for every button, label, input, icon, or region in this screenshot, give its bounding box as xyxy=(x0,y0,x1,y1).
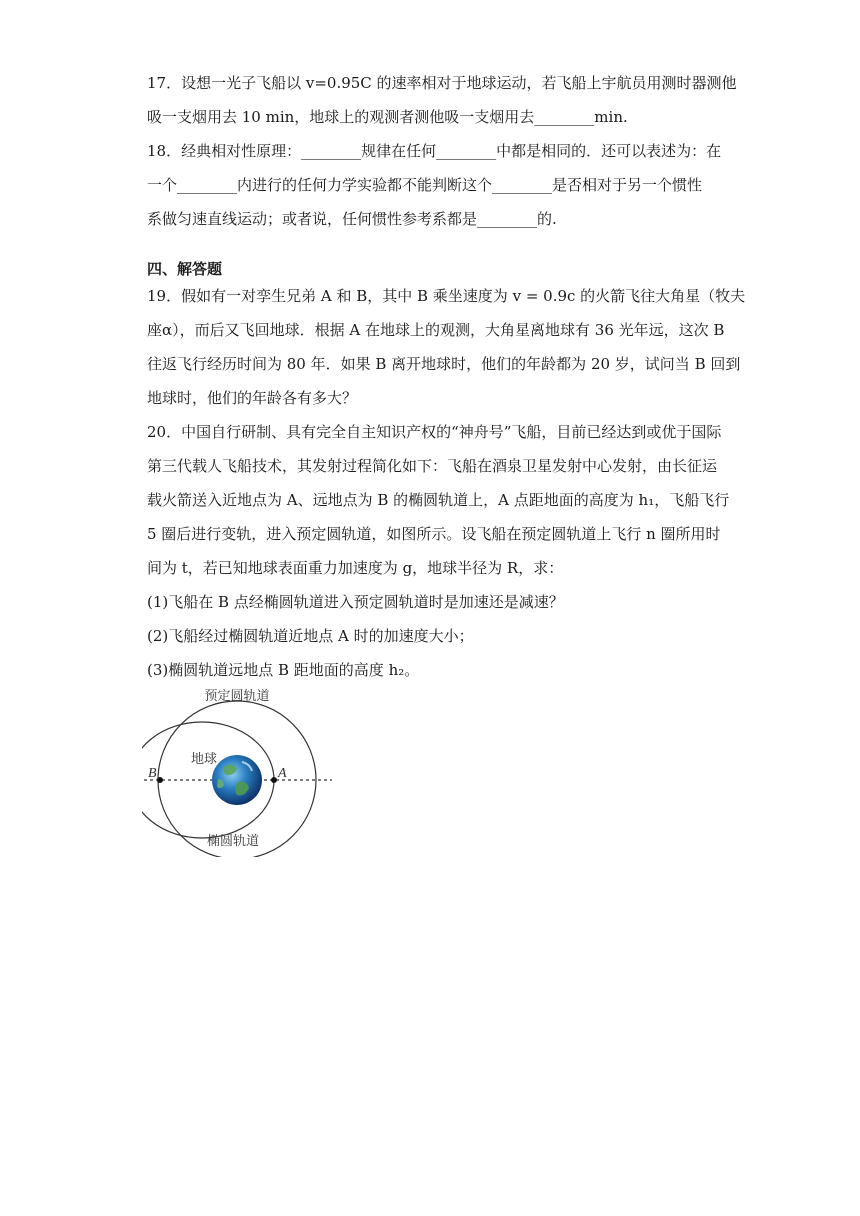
elliptical-orbit-label: 椭圆轨道 xyxy=(206,834,260,849)
q20-sub-question-3: (3)椭圆轨道远地点 B 距地面的高度 h₂。 xyxy=(147,661,420,679)
q18-line-2: 一个________内进行的任何力学实验都不能判断这个________是否相对于另一个惯性 xyxy=(147,176,703,194)
point-b-marker xyxy=(157,777,163,783)
point-a-label: A xyxy=(278,766,287,781)
q17-line-2: 吸一支烟用去 10 min，地球上的观测者测他吸一支烟用去________min. xyxy=(147,108,628,126)
earth-label: 地球 xyxy=(190,752,218,767)
orbit-diagram xyxy=(142,682,337,857)
q20-line-2: 第三代载人飞船技术，其发射过程简化如下：飞船在酒泉卫星发射中心发射，由长征运 xyxy=(147,457,718,475)
q20-sub-question-1: (1)飞船在 B 点经椭圆轨道进入预定圆轨道时是加速还是减速？ xyxy=(147,593,564,611)
point-b-label: B xyxy=(148,766,157,781)
q19-line-2: 座α），而后又飞回地球．根据 A 在地球上的观测，大角星离地球有 36 光年远，这次 B xyxy=(147,321,725,339)
q20-line-5: 间为 t，若已知地球表面重力加速度为 g，地球半径为 R，求： xyxy=(147,559,564,577)
q20-sub-question-2: (2)飞船经过椭圆轨道近地点 A 时的加速度大小； xyxy=(147,627,474,645)
q19-line-3: 往返飞行经历时间为 80 年．如果 B 离开地球时，他们的年龄都为 20 岁，试问当 B 回到 xyxy=(147,355,741,373)
point-a-marker xyxy=(271,777,277,783)
earth-icon xyxy=(212,755,262,805)
q20-line-3: 载火箭送入近地点为 A、远地点为 B 的椭圆轨道上，A 点距地面的高度为 h₁，飞船飞行 xyxy=(147,491,730,509)
q20-line-4: 5 圈后进行变轨，进入预定圆轨道，如图所示。设飞船在预定圆轨道上飞行 n 圈所用时 xyxy=(147,525,721,543)
section-heading: 四、解答题 xyxy=(147,260,223,278)
q19-line-4: 地球时，他们的年龄各有多大？ xyxy=(147,389,358,407)
q17-line-1: 17．设想一光子飞船以 v=0.95C 的速率相对于地球运动，若飞船上宇航员用测时器测他 xyxy=(147,74,737,92)
q19-line-1: 19．假如有一对孪生兄弟 A 和 B，其中 B 乘坐速度为 v = 0.9c 的火箭飞往大角星（牧夫 xyxy=(147,287,746,305)
q18-line-3: 系做匀速直线运动；或者说，任何惯性参考系都是________的. xyxy=(147,210,557,228)
q18-line-1: 18．经典相对性原理：________规律在任何________中都是相同的．还可以表述为：在 xyxy=(147,142,722,160)
circular-orbit-label: 预定圆轨道 xyxy=(204,689,270,704)
q20-line-1: 20．中国自行研制、具有完全自主知识产权的“神舟号”飞船，目前已经达到或优于国际 xyxy=(147,423,722,441)
